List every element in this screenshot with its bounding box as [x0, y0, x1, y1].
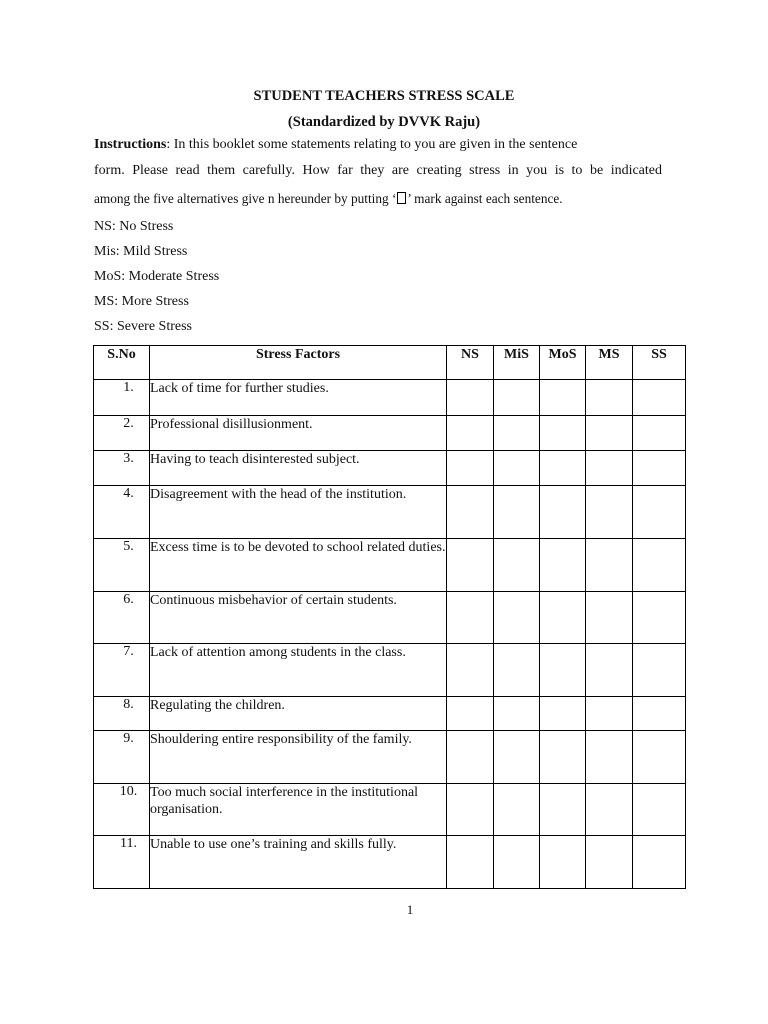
rating-cell-ms[interactable]: [586, 486, 633, 539]
rating-cell-ms[interactable]: [586, 697, 633, 731]
rating-cell-mis[interactable]: [494, 416, 540, 451]
document-title: STUDENT TEACHERS STRESS SCALE: [253, 88, 515, 104]
table-row: [94, 451, 686, 486]
rating-cell-mos[interactable]: [540, 731, 586, 784]
stress-factor: Having to teach disinterested subject.: [150, 451, 447, 486]
row-number: [94, 380, 150, 416]
rating-cell-mos[interactable]: [540, 836, 586, 889]
rating-cell-mos[interactable]: [540, 644, 586, 697]
instructions-line-1: [94, 137, 662, 153]
rating-cell-mos[interactable]: [540, 416, 586, 451]
row-number: [94, 697, 150, 731]
rating-cell-ns[interactable]: [447, 451, 494, 486]
row-number: [94, 486, 150, 539]
header-mis: MiS: [494, 346, 540, 380]
legend-ns: NS: No Stress: [94, 219, 174, 234]
legend-ms: MS: More Stress: [94, 294, 189, 309]
legend-mis: Mis: Mild Stress: [94, 244, 188, 259]
header-ns: NS: [447, 346, 494, 380]
rating-cell-ns[interactable]: [447, 416, 494, 451]
rating-cell-mos[interactable]: [540, 380, 586, 416]
rating-cell-ns[interactable]: [447, 731, 494, 784]
rating-cell-ms[interactable]: [586, 836, 633, 889]
header-ms: MS: [586, 346, 633, 380]
rating-cell-ms[interactable]: [586, 451, 633, 486]
row-number-text: 8.: [123, 697, 134, 712]
stress-scale-table: [93, 345, 686, 889]
stress-factor: Professional disillusionment.: [150, 416, 447, 451]
table-row: [94, 380, 686, 416]
rating-cell-ss[interactable]: [633, 836, 686, 889]
rating-cell-ms[interactable]: [586, 644, 633, 697]
rating-cell-ns[interactable]: [447, 697, 494, 731]
table-header-row: [94, 346, 686, 380]
rating-cell-ss[interactable]: [633, 539, 686, 592]
table-row: [94, 644, 686, 697]
rating-cell-ms[interactable]: [586, 380, 633, 416]
header-stress-factors: Stress Factors: [150, 346, 447, 380]
rating-cell-ns[interactable]: [447, 644, 494, 697]
row-number-text: 5.: [123, 539, 134, 554]
stress-factor: Lack of attention among students in the class.: [150, 644, 447, 697]
rating-cell-mos[interactable]: [540, 592, 586, 644]
table-row: [94, 784, 686, 836]
stress-factor: Disagreement with the head of the institution.: [150, 486, 447, 539]
row-number-text: 6.: [123, 592, 134, 607]
rating-cell-mis[interactable]: [494, 731, 540, 784]
rating-cell-ss[interactable]: [633, 731, 686, 784]
rating-cell-ss[interactable]: [633, 451, 686, 486]
header-mos: MoS: [540, 346, 586, 380]
rating-cell-ss[interactable]: [633, 486, 686, 539]
legend-mos: MoS: Moderate Stress: [94, 269, 220, 284]
rating-cell-ms[interactable]: [586, 539, 633, 592]
rating-cell-ms[interactable]: [586, 416, 633, 451]
stress-factor: Regulating the children.: [150, 697, 447, 731]
tick-box-icon: [397, 192, 406, 204]
row-number-text: 3.: [123, 451, 134, 466]
rating-cell-mis[interactable]: [494, 539, 540, 592]
rating-cell-ns[interactable]: [447, 784, 494, 836]
document-subtitle: (Standardized by DVVK Raju): [287, 114, 481, 130]
instructions-line-2: form. Please read them carefully. How far they are creating stress in you is to be indicated: [94, 163, 662, 178]
table-row: [94, 416, 686, 451]
row-number-text: 10.: [119, 784, 138, 799]
row-number: [94, 644, 150, 697]
rating-cell-ss[interactable]: [633, 644, 686, 697]
rating-cell-ms[interactable]: [586, 784, 633, 836]
instructions-text-3b: ’ mark against each sentence.: [407, 191, 563, 206]
rating-cell-mos[interactable]: [540, 697, 586, 731]
row-number: [94, 539, 150, 592]
row-number: [94, 416, 150, 451]
instructions-text-3a: among the five alternatives give n hereunder by putting ‘: [94, 191, 397, 206]
row-number: [94, 836, 150, 889]
stress-factor: Unable to use one’s training and skills fully.: [150, 836, 447, 889]
page-number: 1: [406, 902, 414, 917]
instructions-label: Instructions: [94, 137, 167, 152]
rating-cell-ns[interactable]: [447, 539, 494, 592]
rating-cell-ns[interactable]: [447, 380, 494, 416]
row-number-text: 2.: [123, 416, 134, 431]
rating-cell-mos[interactable]: [540, 539, 586, 592]
rating-cell-mis[interactable]: [494, 486, 540, 539]
row-number: [94, 592, 150, 644]
rating-cell-ss[interactable]: [633, 380, 686, 416]
stress-factor: Lack of time for further studies.: [150, 380, 447, 416]
table-row: [94, 836, 686, 889]
row-number: [94, 731, 150, 784]
rating-cell-mis[interactable]: [494, 784, 540, 836]
row-number-text: 11.: [120, 836, 137, 851]
header-ss: SS: [633, 346, 686, 380]
rating-cell-mis[interactable]: [494, 697, 540, 731]
rating-cell-ss[interactable]: [633, 416, 686, 451]
rating-cell-mis[interactable]: [494, 836, 540, 889]
header-sno: S.No: [94, 346, 150, 380]
rating-cell-ms[interactable]: [586, 592, 633, 644]
table-row: [94, 697, 686, 731]
rating-cell-mis[interactable]: [494, 380, 540, 416]
row-number: [94, 784, 150, 836]
rating-cell-ns[interactable]: [447, 486, 494, 539]
legend-ss: SS: Severe Stress: [94, 319, 192, 334]
stress-factor: Shouldering entire responsibility of the family.: [150, 731, 447, 784]
rating-cell-ns[interactable]: [447, 592, 494, 644]
rating-cell-ss[interactable]: [633, 697, 686, 731]
table-row: [94, 592, 686, 644]
rating-cell-mos[interactable]: [540, 486, 586, 539]
rating-cell-mis[interactable]: [494, 451, 540, 486]
rating-cell-mis[interactable]: [494, 592, 540, 644]
table-row: [94, 539, 686, 592]
rating-cell-ms[interactable]: [586, 731, 633, 784]
rating-cell-mis[interactable]: [494, 644, 540, 697]
rating-cell-ns[interactable]: [447, 836, 494, 889]
rating-cell-ss[interactable]: [633, 592, 686, 644]
stress-factor: Continuous misbehavior of certain students.: [150, 592, 447, 644]
row-number: [94, 451, 150, 486]
row-number-text: 4.: [123, 486, 134, 501]
table-row: [94, 731, 686, 784]
row-number-text: 1.: [123, 380, 134, 395]
rating-cell-mos[interactable]: [540, 451, 586, 486]
table-row: [94, 486, 686, 539]
row-number-text: 7.: [123, 644, 134, 659]
rating-cell-ss[interactable]: [633, 784, 686, 836]
stress-factor: Too much social interference in the institutional organisation.: [150, 784, 447, 836]
instructions-text-1: : In this booklet some statements relating to you are given in the sentence: [166, 137, 578, 152]
rating-cell-mos[interactable]: [540, 784, 586, 836]
instructions-line-3: [94, 191, 563, 207]
row-number-text: 9.: [123, 731, 134, 746]
stress-factor: Excess time is to be devoted to school related duties.: [150, 539, 447, 592]
